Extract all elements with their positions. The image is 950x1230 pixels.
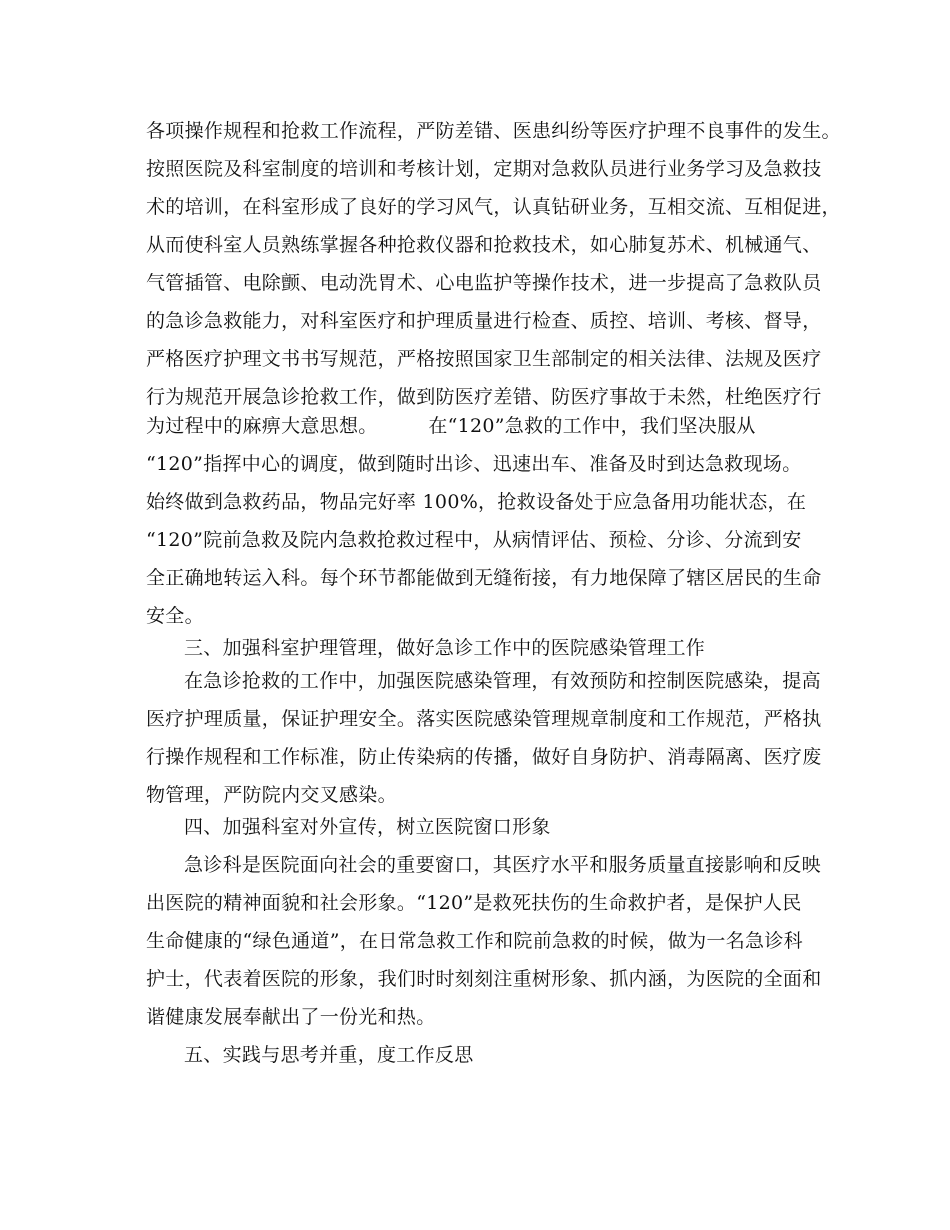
section-heading-5: 五、实践与思考并重，度工作反思 [184,1044,474,1066]
body-text-line: 为过程中的麻痹大意思想。 在“120”急救的工作中，我们坚决服从 [146,415,756,437]
body-text-line: “120”指挥中心的调度，做到随时出诊、迅速出车、准备及时到达急救现场。 [146,453,802,475]
body-text-line: 谐健康发展奉献出了一份光和热。 [146,1006,436,1028]
body-text-line: 在急诊抢救的工作中，加强医院感染管理，有效预防和控制医院感染，提高 [184,670,821,692]
section-heading-3: 三、加强科室护理管理，做好急诊工作中的医院感染管理工作 [184,637,706,659]
body-text-line: 气管插管、电除颤、电动洗胃术、心电监护等操作技术，进一步提高了急救队员 [146,272,822,294]
body-text-line: 全正确地转运入科。每个环节都能做到无缝衔接，有力地保障了辖区居民的生命 [146,567,822,589]
body-text-line: 生命健康的“绿色通道”，在日常急救工作和院前急救的时候，做为一名急诊科 [146,930,803,952]
body-text-line: 各项操作规程和抢救工作流程，严防差错、医患纠纷等医疗护理不良事件的发生。 [146,120,841,142]
body-text-line: 急诊科是医院面向社会的重要窗口，其医疗水平和服务质量直接影响和反映 [184,854,821,876]
body-text-line: 术的培训，在科室形成了良好的学习风气，认真钻研业务，互相交流、互相促进， [146,196,841,218]
body-text-line: 护士，代表着医院的形象，我们时时刻刻注重树形象、抓内涵，为医院的全面和 [146,968,822,990]
body-text-line: 的急诊急救能力，对科室医疗和护理质量进行检查、质控、培训、考核、督导， [146,310,822,332]
body-text-line: 始终做到急救药品，物品完好率 100%，抢救设备处于应急备用功能状态，在 [146,491,807,513]
body-text-line: 按照医院及科室制度的培训和考核计划，定期对急救队员进行业务学习及急救技 [146,158,822,180]
body-text-line: 行为规范开展急诊抢救工作，做到防医疗差错、防医疗事故于未然，杜绝医疗行 [146,386,822,408]
body-text-line: 医疗护理质量，保证护理安全。落实医院感染管理规章制度和工作规范，严格执 [146,708,822,730]
body-text-line: 严格医疗护理文书书写规范，严格按照国家卫生部制定的相关法律、法规及医疗 [146,348,822,370]
body-text-line: 行操作规程和工作标准，防止传染病的传播，做好自身防护、消毒隔离、医疗废 [146,746,822,768]
body-text-line: 物管理，严防院内交叉感染。 [146,784,397,806]
body-text-line: 安全。 [146,605,204,627]
section-heading-4: 四、加强科室对外宣传，树立医院窗口形象 [184,816,551,838]
body-text-line: “120”院前急救及院内急救抢救过程中，从病情评估、预检、分诊、分流到安 [146,529,802,551]
body-text-line: 出医院的精神面貌和社会形象。“120”是救死扶伤的生命救护者，是保护人民 [146,892,802,914]
body-text-line: 从而使科室人员熟练掌握各种抢救仪器和抢救技术，如心肺复苏术、机械通气、 [146,234,822,256]
